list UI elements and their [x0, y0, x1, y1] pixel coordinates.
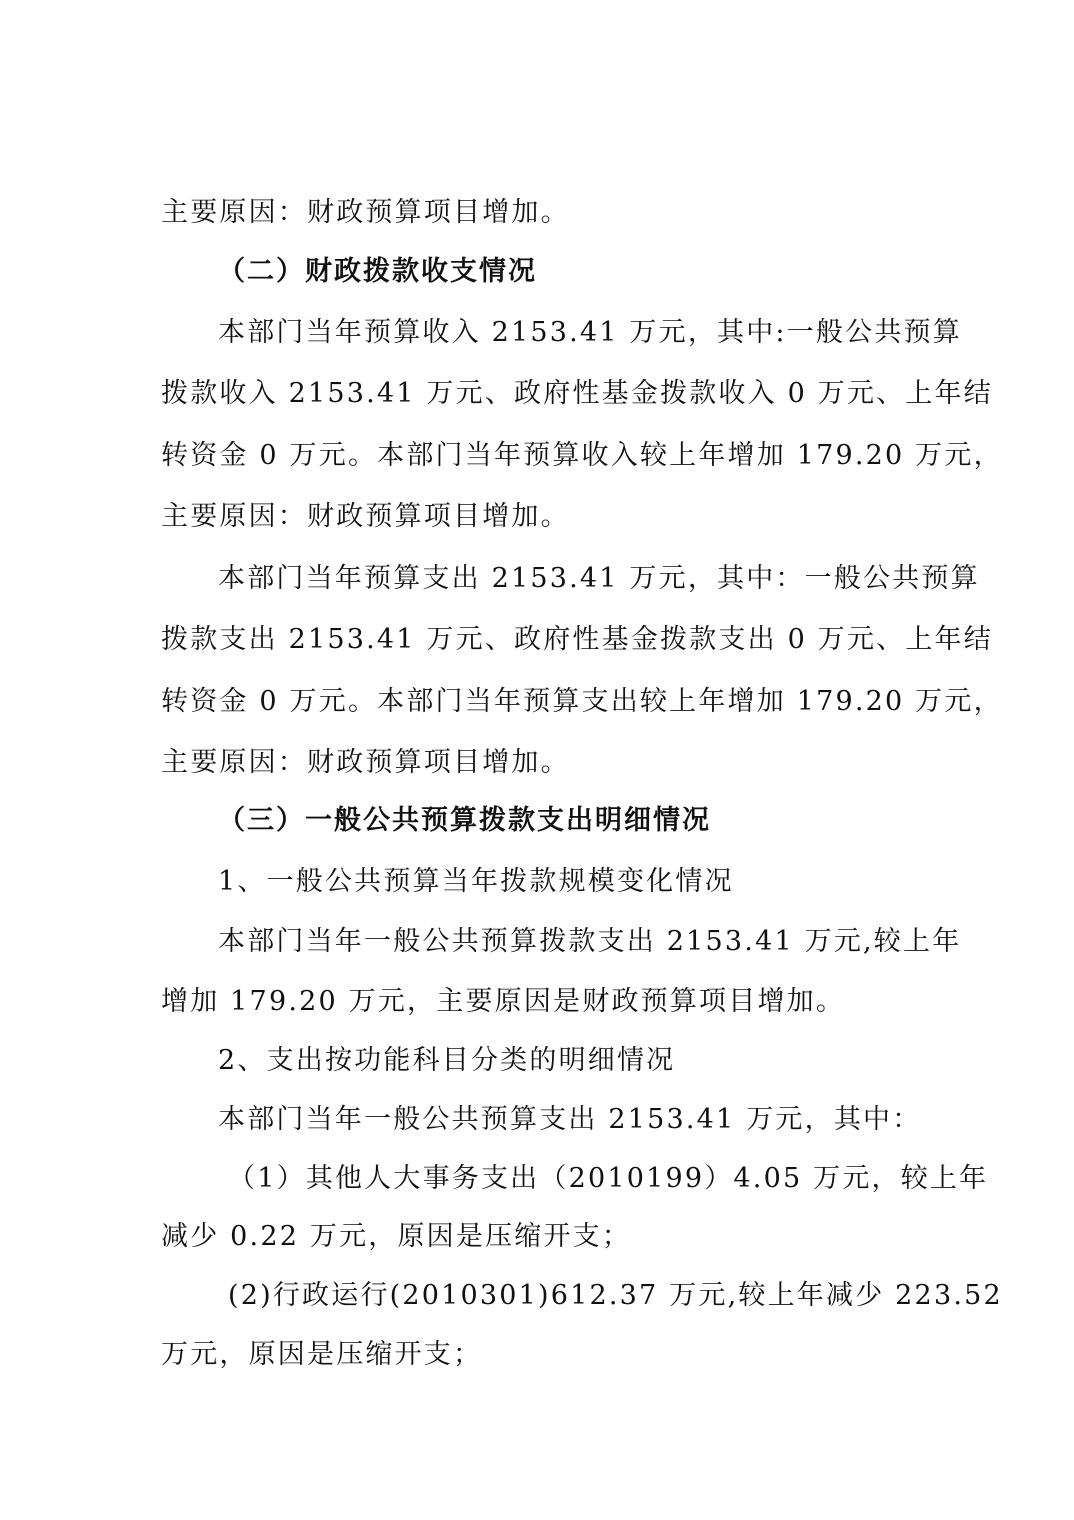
paragraph-line: 本部门当年一般公共预算拨款支出 2153.41 万元,较上年: [218, 926, 962, 957]
paragraph-line: 主要原因：财政预算项目增加。: [161, 197, 570, 228]
section-heading: （二）财政拨款收支情况: [218, 256, 537, 287]
paragraph-line: 转资金 0 万元。本部门当年预算支出较上年增加 179.20 万元，: [161, 686, 1003, 717]
paragraph-line: 拨款支出 2153.41 万元、政府性基金拨款支出 0 万元、上年结: [161, 624, 993, 655]
paragraph-line: 拨款收入 2153.41 万元、政府性基金拨款收入 0 万元、上年结: [161, 378, 993, 409]
list-item-line: 减少 0.22 万元，原因是压缩开支；: [161, 1221, 632, 1252]
section-heading: （三）一般公共预算拨款支出明细情况: [218, 805, 711, 836]
subsection-heading: 2、支出按功能科目分类的明细情况: [218, 1045, 676, 1076]
paragraph-line: 本部门当年一般公共预算支出 2153.41 万元，其中：: [218, 1104, 922, 1135]
paragraph-line: 增加 179.20 万元，主要原因是财政预算项目增加。: [161, 986, 846, 1017]
paragraph-line: 主要原因：财政预算项目增加。: [161, 747, 570, 778]
subsection-heading: 1、一般公共预算当年拨款规模变化情况: [218, 866, 734, 897]
paragraph-line: 本部门当年预算收入 2153.41 万元，其中:一般公共预算: [218, 317, 962, 348]
list-item-line: (2)行政运行(2010301)612.37 万元,较上年减少 223.52: [228, 1280, 1003, 1311]
paragraph-line: 本部门当年预算支出 2153.41 万元，其中：一般公共预算: [218, 563, 980, 594]
paragraph-line: 转资金 0 万元。本部门当年预算收入较上年增加 179.20 万元，: [161, 440, 1003, 471]
list-item-line: 万元，原因是压缩开支；: [161, 1339, 483, 1370]
list-item-line: （1）其他人大事务支出（2010199）4.05 万元，较上年: [228, 1163, 989, 1194]
paragraph-line: 主要原因：财政预算项目增加。: [161, 501, 570, 532]
